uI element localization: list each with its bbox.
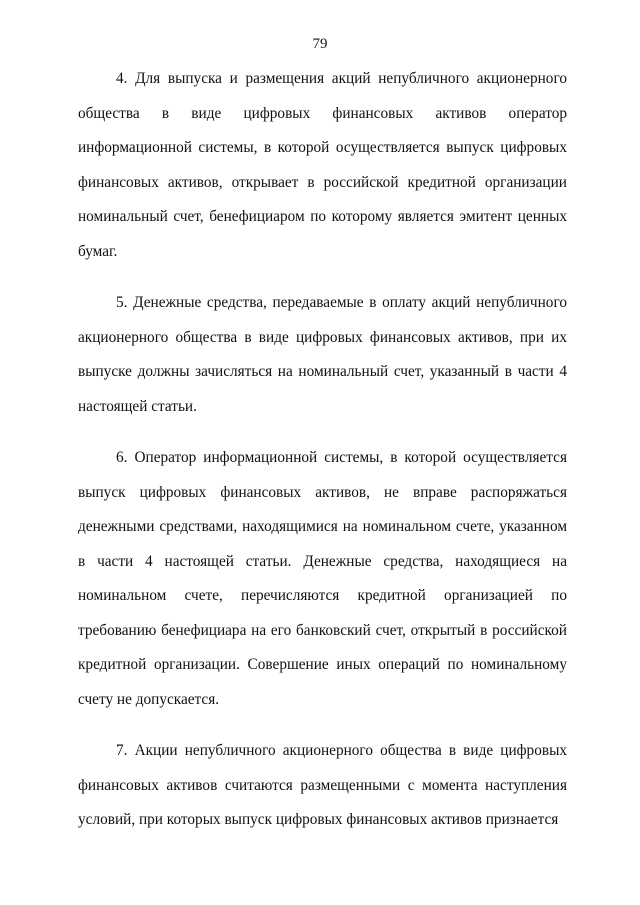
document-body xyxy=(78,62,567,838)
paragraph-5: 5. Денежные средства, передаваемые в оплату акций непубличного акционерного общества в виде цифровых финансовых активов, при их выпуске должны зачисляться на номинальный счет, указанный в части 4 настоящей статьи. xyxy=(78,294,567,415)
page-number: 79 xyxy=(312,36,328,52)
paragraph-6: 6. Оператор информационной системы, в которой осуществляется выпуск цифровых финансовых активов, не вправе распоряжаться денежными средствами, находящимися на номинальном счете, указанном в части 4 настоящей статьи. Денежные средства, находящиеся на номинальном счете, перечисляются кредитной организацией по требованию бенефициара на его банковский счет, открытый в российской кредитной организации. Совершение иных операций по номинальному счету не допускается. xyxy=(78,449,567,708)
paragraph-4: 4. Для выпуска и размещения акций непубличного акционерного общества в виде цифровых финансовых активов оператор информационной системы, в которой осуществляется выпуск цифровых финансовых активов, открывает в российской кредитной организации номинальный счет, бенефициаром по которому является эмитент ценных бумаг. xyxy=(78,70,567,260)
paragraph-7: 7. Акции непубличного акционерного общества в виде цифровых финансовых активов считаются размещенными с момента наступления условий, при которых выпуск цифровых финансовых активов признается xyxy=(78,742,567,828)
